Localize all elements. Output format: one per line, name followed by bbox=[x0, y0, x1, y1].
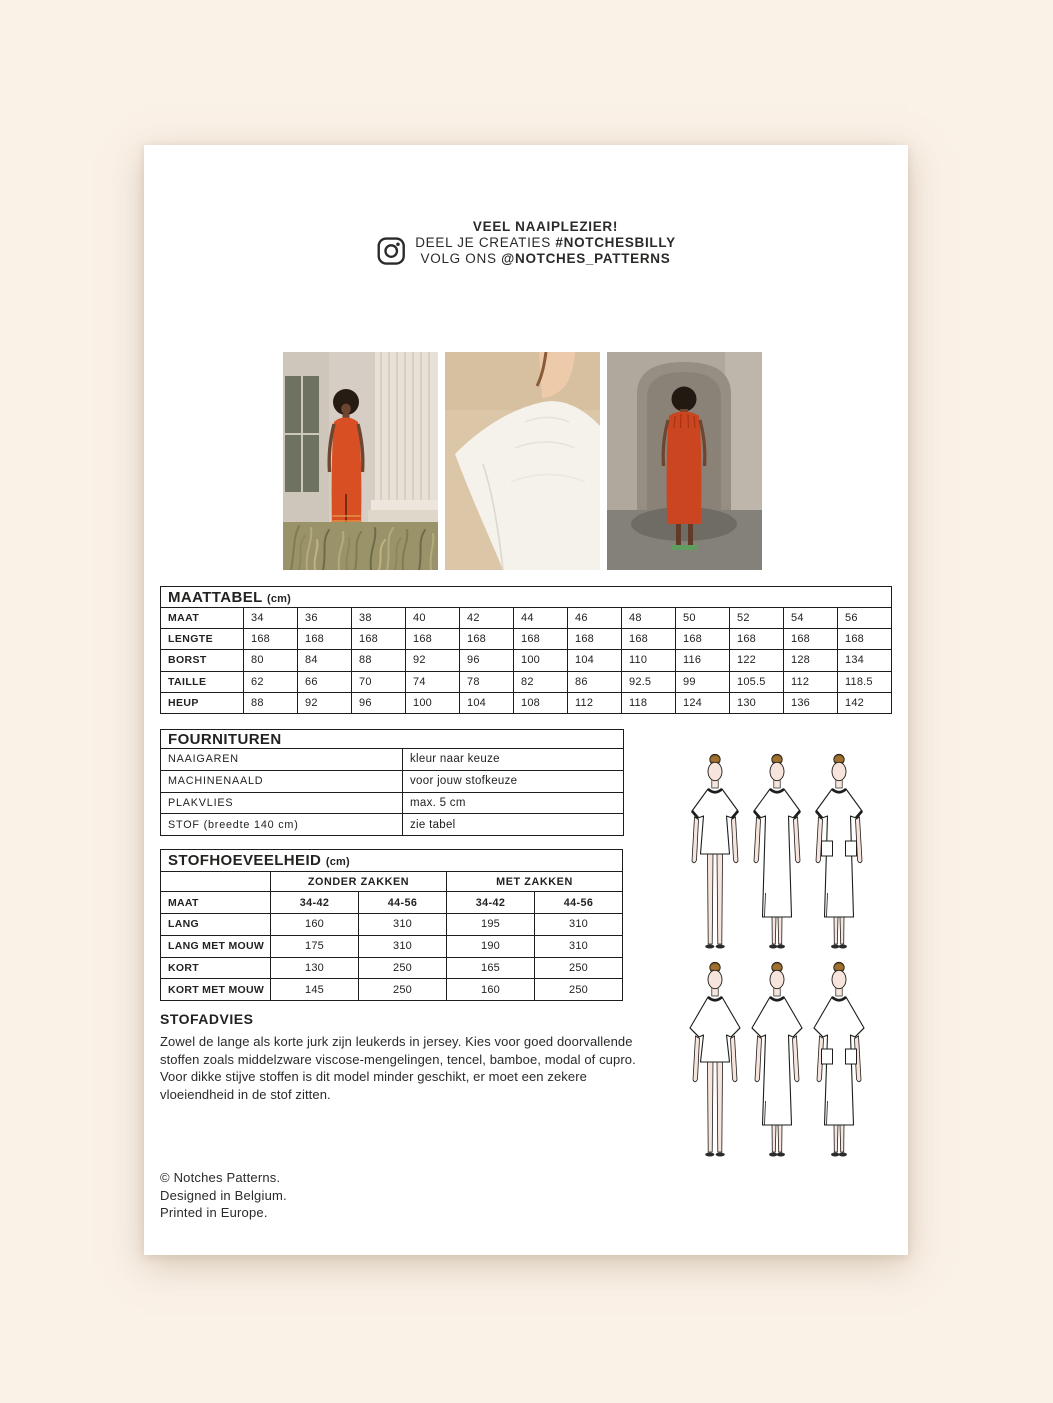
measure-cell: 112 bbox=[784, 671, 838, 692]
header-line-3 bbox=[415, 251, 676, 267]
measure-cell: 168 bbox=[730, 629, 784, 650]
measure-cell: 86 bbox=[568, 671, 622, 692]
footer bbox=[160, 1169, 287, 1222]
measure-cell: 136 bbox=[784, 692, 838, 713]
stof-row bbox=[161, 935, 623, 957]
notion-value: zie tabel bbox=[403, 814, 624, 836]
notion-value: voor jouw stofkeuze bbox=[403, 770, 624, 792]
stofadvies-body: Zowel de lange als korte jurk zijn leukerds in jersey. Kies voor goed doorvallende stoffen zoals middelzware viscose-mengelingen, tencel, bamboe, modal of cupro. Voor dikke stijve stoffen is dit model minder geschikt, er moet een zekere vloeiendheid in de stof zitten. bbox=[160, 1034, 636, 1102]
fabric-amount: 190 bbox=[447, 935, 535, 957]
size-range: 34-42 bbox=[271, 892, 359, 914]
stof-unit: (cm) bbox=[325, 856, 350, 868]
notion-value: max. 5 cm bbox=[403, 792, 624, 814]
document-sheet bbox=[144, 145, 908, 1255]
size-range: 44-56 bbox=[535, 892, 623, 914]
measure-cell: 50 bbox=[676, 608, 730, 629]
measure-cell: 52 bbox=[730, 608, 784, 629]
measure-cell: 168 bbox=[298, 629, 352, 650]
measure-cell: 168 bbox=[406, 629, 460, 650]
measure-label: HEUP bbox=[161, 692, 244, 713]
measure-cell: 130 bbox=[730, 692, 784, 713]
maattabel-row bbox=[161, 629, 892, 650]
fabric-amount: 145 bbox=[271, 979, 359, 1001]
variant-label: KORT MET MOUW bbox=[161, 979, 271, 1001]
dress-figure-long-cap-pockets bbox=[808, 751, 870, 954]
footer-line: Printed in Europe. bbox=[160, 1205, 268, 1220]
measure-cell: 142 bbox=[838, 692, 892, 713]
maattabel-unit: (cm) bbox=[267, 592, 292, 605]
measure-cell: 92 bbox=[406, 650, 460, 671]
measure-cell: 168 bbox=[352, 629, 406, 650]
fabric-amount: 160 bbox=[447, 979, 535, 1001]
fabric-amount: 310 bbox=[535, 935, 623, 957]
variant-label: LANG MET MOUW bbox=[161, 935, 271, 957]
measure-cell: 44 bbox=[514, 608, 568, 629]
instagram-handle: @NOTCHES_PATTERNS bbox=[501, 251, 671, 266]
stofadvies-section bbox=[160, 1011, 658, 1103]
variant-label: LANG bbox=[161, 914, 271, 936]
maattabel-row bbox=[161, 671, 892, 692]
dress-figure-short-cap bbox=[684, 751, 746, 954]
measure-cell: 46 bbox=[568, 608, 622, 629]
social-header bbox=[376, 219, 676, 267]
fournituren-table bbox=[160, 729, 624, 836]
measure-cell: 104 bbox=[460, 692, 514, 713]
measure-cell: 134 bbox=[838, 650, 892, 671]
fournituren-row bbox=[161, 749, 624, 771]
measure-cell: 74 bbox=[406, 671, 460, 692]
stofadvies-title: STOFADVIES bbox=[160, 1011, 254, 1027]
maattabel-title bbox=[161, 587, 892, 608]
maattabel-title-text: MAATTABEL bbox=[168, 588, 263, 606]
measure-cell: 96 bbox=[352, 692, 406, 713]
measure-cell: 110 bbox=[622, 650, 676, 671]
measure-cell: 118 bbox=[622, 692, 676, 713]
measure-cell: 108 bbox=[514, 692, 568, 713]
fournituren-title-row bbox=[161, 730, 624, 749]
dress-figure-long-sleeve-pockets bbox=[808, 959, 870, 1162]
measure-cell: 34 bbox=[244, 608, 298, 629]
stof-row bbox=[161, 914, 623, 936]
fabric-amount: 310 bbox=[359, 935, 447, 957]
variant-label: KORT bbox=[161, 957, 271, 979]
measure-cell: 104 bbox=[568, 650, 622, 671]
measure-cell: 122 bbox=[730, 650, 784, 671]
group-zonder-zakken: ZONDER ZAKKEN bbox=[271, 872, 447, 892]
measure-cell: 62 bbox=[244, 671, 298, 692]
fournituren-title: FOURNITUREN bbox=[161, 730, 624, 749]
measure-cell: 80 bbox=[244, 650, 298, 671]
fabric-amount: 310 bbox=[535, 914, 623, 936]
photo-model-back-long-dress bbox=[607, 352, 762, 570]
measure-cell: 54 bbox=[784, 608, 838, 629]
photo-fabric-closeup-white-tee bbox=[445, 352, 600, 570]
stof-group-row bbox=[161, 872, 623, 892]
measure-cell: 105.5 bbox=[730, 671, 784, 692]
maattabel-table bbox=[160, 586, 892, 714]
measure-cell: 116 bbox=[676, 650, 730, 671]
fournituren-row bbox=[161, 792, 624, 814]
measure-cell: 168 bbox=[784, 629, 838, 650]
measure-cell: 36 bbox=[298, 608, 352, 629]
stof-size-row bbox=[161, 892, 623, 914]
notion-label: STOF (breedte 140 cm) bbox=[161, 814, 403, 836]
measure-cell: 66 bbox=[298, 671, 352, 692]
maattabel-row bbox=[161, 650, 892, 671]
technical-drawings bbox=[684, 751, 870, 1162]
measure-cell: 100 bbox=[406, 692, 460, 713]
header-line-1: VEEL NAAIPLEZIER! bbox=[472, 219, 619, 234]
measure-cell: 100 bbox=[514, 650, 568, 671]
measure-cell: 38 bbox=[352, 608, 406, 629]
maattabel-row bbox=[161, 692, 892, 713]
dress-figure-long-cap bbox=[746, 751, 808, 954]
measure-cell: 168 bbox=[460, 629, 514, 650]
stofhoeveelheid-table bbox=[160, 849, 623, 1001]
dress-figure-short-sleeve bbox=[684, 959, 746, 1162]
stof-row bbox=[161, 957, 623, 979]
measure-cell: 168 bbox=[514, 629, 568, 650]
measure-cell: 128 bbox=[784, 650, 838, 671]
fournituren-row bbox=[161, 770, 624, 792]
fabric-amount: 310 bbox=[359, 914, 447, 936]
stof-row bbox=[161, 979, 623, 1001]
dress-figure-long-sleeve bbox=[746, 959, 808, 1162]
measure-cell: 168 bbox=[622, 629, 676, 650]
measure-cell: 40 bbox=[406, 608, 460, 629]
fabric-amount: 250 bbox=[359, 957, 447, 979]
measure-cell: 82 bbox=[514, 671, 568, 692]
measure-label: TAILLE bbox=[161, 671, 244, 692]
fabric-amount: 250 bbox=[535, 979, 623, 1001]
measure-cell: 96 bbox=[460, 650, 514, 671]
header-line-3-text: VOLG ONS bbox=[420, 251, 502, 266]
measure-label: BORST bbox=[161, 650, 244, 671]
measure-cell: 84 bbox=[298, 650, 352, 671]
measure-cell: 70 bbox=[352, 671, 406, 692]
measure-cell: 124 bbox=[676, 692, 730, 713]
measure-cell: 88 bbox=[352, 650, 406, 671]
measure-cell: 168 bbox=[244, 629, 298, 650]
fabric-amount: 130 bbox=[271, 957, 359, 979]
header-line-2 bbox=[415, 235, 676, 251]
measure-cell: 78 bbox=[460, 671, 514, 692]
size-range: 44-56 bbox=[359, 892, 447, 914]
notion-value: kleur naar keuze bbox=[403, 749, 624, 771]
fabric-amount: 160 bbox=[271, 914, 359, 936]
measure-label: MAAT bbox=[161, 608, 244, 629]
notion-label: NAAIGAREN bbox=[161, 749, 403, 771]
header-text bbox=[415, 219, 676, 267]
photo-model-front-long-dress bbox=[283, 352, 438, 570]
stof-title bbox=[161, 850, 623, 872]
measure-cell: 118.5 bbox=[838, 671, 892, 692]
maat-label: MAAT bbox=[161, 892, 271, 914]
measure-cell: 168 bbox=[838, 629, 892, 650]
measure-label: LENGTE bbox=[161, 629, 244, 650]
hashtag: #NOTCHESBILLY bbox=[555, 235, 676, 250]
fournituren-row bbox=[161, 814, 624, 836]
blank-cell bbox=[161, 872, 271, 892]
instagram-icon bbox=[376, 236, 406, 266]
maattabel-row bbox=[161, 608, 892, 629]
footer-line: © Notches Patterns. bbox=[160, 1170, 281, 1185]
fabric-amount: 250 bbox=[535, 957, 623, 979]
fabric-amount: 175 bbox=[271, 935, 359, 957]
size-range: 34-42 bbox=[447, 892, 535, 914]
footer-line: Designed in Belgium. bbox=[160, 1187, 287, 1203]
measure-cell: 112 bbox=[568, 692, 622, 713]
group-met-zakken: MET ZAKKEN bbox=[447, 872, 623, 892]
header-line-2-text: DEEL JE CREATIES bbox=[415, 235, 556, 250]
measure-cell: 48 bbox=[622, 608, 676, 629]
photo-strip bbox=[283, 352, 762, 570]
fabric-amount: 195 bbox=[447, 914, 535, 936]
fabric-amount: 165 bbox=[447, 957, 535, 979]
notion-label: PLAKVLIES bbox=[161, 792, 403, 814]
measure-cell: 92 bbox=[298, 692, 352, 713]
measure-cell: 92.5 bbox=[622, 671, 676, 692]
measure-cell: 168 bbox=[676, 629, 730, 650]
measure-cell: 42 bbox=[460, 608, 514, 629]
notion-label: MACHINENAALD bbox=[161, 770, 403, 792]
measure-cell: 99 bbox=[676, 671, 730, 692]
stof-title-text: STOFHOEVEELHEID bbox=[168, 852, 322, 869]
fabric-amount: 250 bbox=[359, 979, 447, 1001]
stof-title-row bbox=[161, 850, 623, 872]
maattabel-title-row bbox=[161, 587, 892, 608]
measure-cell: 56 bbox=[838, 608, 892, 629]
measure-cell: 168 bbox=[568, 629, 622, 650]
measure-cell: 88 bbox=[244, 692, 298, 713]
